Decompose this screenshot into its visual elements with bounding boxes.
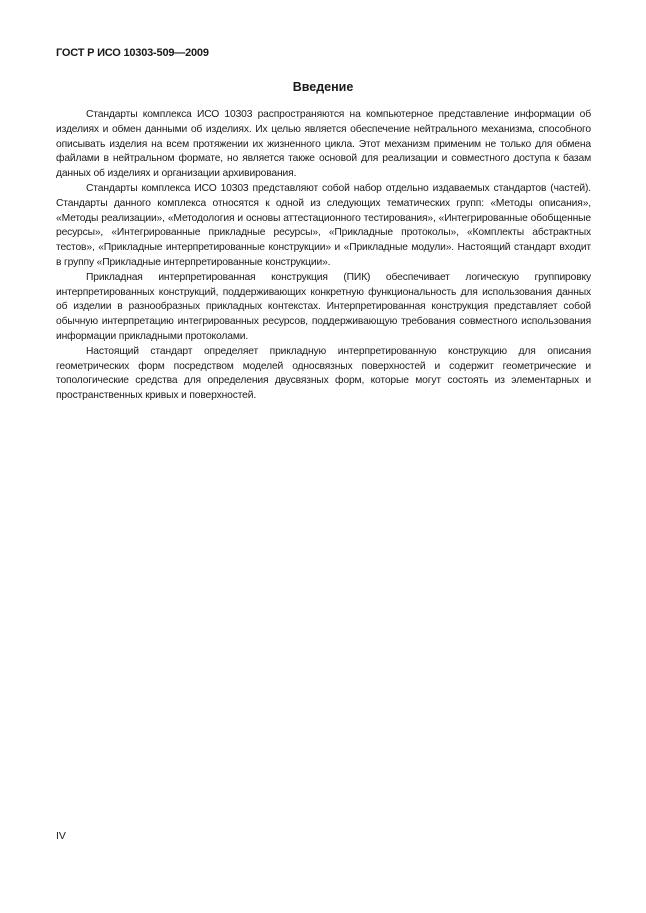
paragraph: Стандарты комплекса ИСО 10303 распространяются на компьютерное представление информации об изделиях и обмен данными об изделиях. Их целью является обеспечение нейтрального механизма, способного описывать изделия на всем протяжении их жизненного цикла. Этот механизм применим не только для обмена файлами в нейтральном формате, но является также основой для реализации и совместного доступа к базам данных об изделиях и организации архивирования.: [56, 109, 591, 180]
introduction-body: [56, 108, 591, 404]
paragraph: Настоящий стандарт определяет прикладную интерпретированную конструкцию для описания геометрических форм посредством моделей односвязных поверхностей и содержит геометрические и топологические средства для определения двусвязных форм, которые могут состоять из элементарных и пространственных кривых и поверхностей.: [56, 345, 591, 402]
paragraph: Прикладная интерпретированная конструкция (ПИК) обеспечивает логическую группировку интерпретированных конструкций, поддерживающих конкретную функциональность для использования данных об изделии в разнообразных прикладных контекстах. Интерпретированная конструкция представляет собой обычную интерпретацию интегрированных ресурсов, поддерживающую требования совместного использования информации прикладными протоколами.: [56, 271, 591, 342]
standard-code-header: ГОСТ Р ИСО 10303-509—2009: [56, 47, 209, 59]
page-number: IV: [56, 830, 66, 842]
section-title: Введение: [292, 80, 354, 94]
paragraph: Стандарты комплекса ИСО 10303 представляют собой набор отдельно издаваемых стандартов (частей). Стандарты данного комплекса относятся к одной из следующих тематических групп: «Методы описания», «Методы реализации», «Методология и основы аттестационного тестирования», «Интегрированные обобщенные ресурсы», «Интегрированные прикладные ресурсы», «Прикладные протоколы», «Комплекты абстрактных тестов», «Прикладные интерпретированные конструкции» и «Прикладные модули». Настоящий стандарт входит в группу «Прикладные интерпретированные конструкции».: [56, 182, 591, 268]
